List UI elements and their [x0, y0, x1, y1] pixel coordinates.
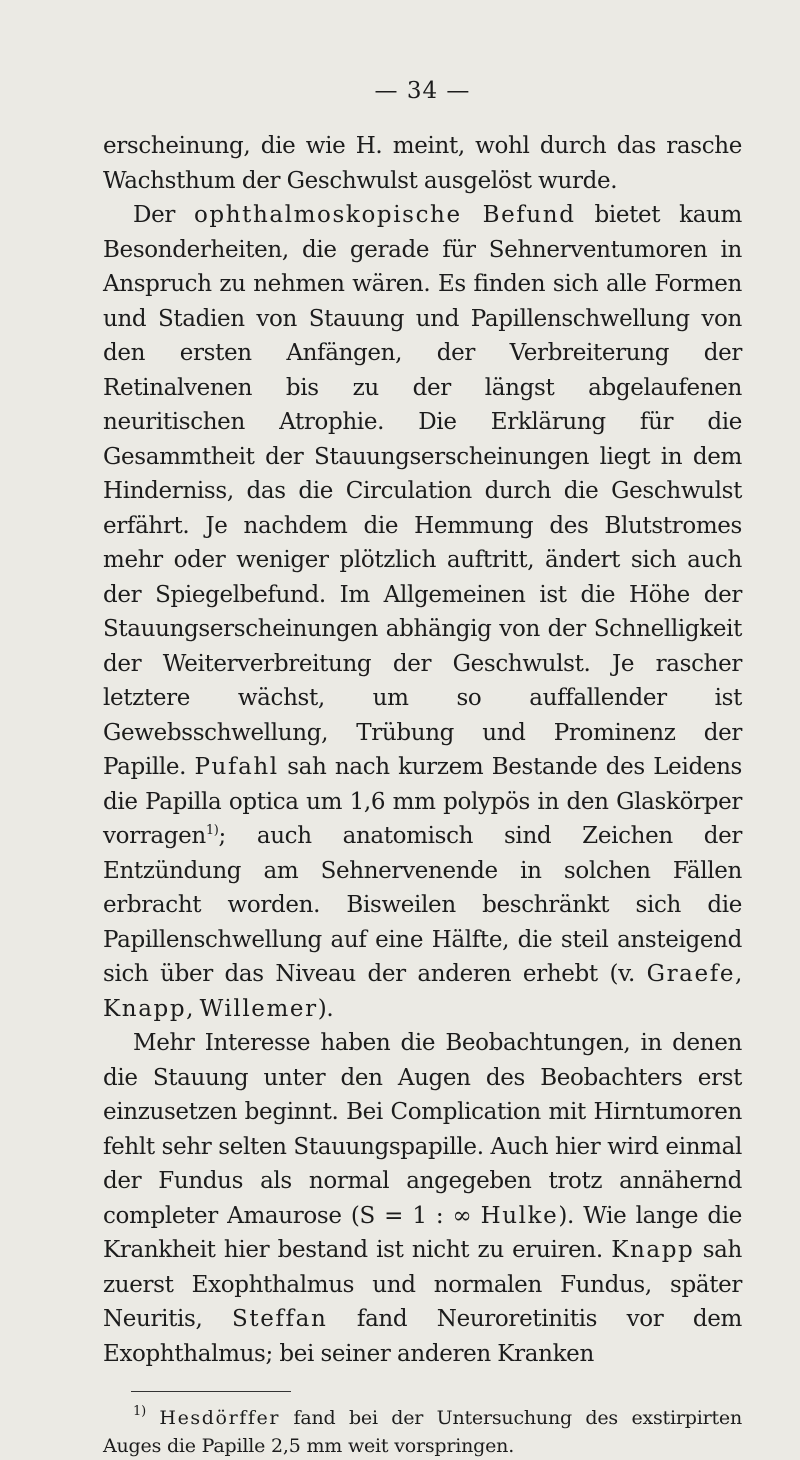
emphasized-name: Knapp	[103, 995, 187, 1022]
emphasized-name: Pufahl	[194, 754, 279, 780]
text-run: ,	[186, 995, 200, 1022]
footnote-reference: 1)	[205, 823, 219, 838]
text-run: erscheinung, die wie H. meint, wohl durch das rasche Wachsthum der Geschwulst ausgelöst wurde.	[103, 133, 742, 194]
body-text	[103, 129, 742, 1371]
footnote-body	[103, 1407, 742, 1457]
emphasized-name: ophthalmoskopische Befund	[193, 202, 576, 228]
emphasized-name: Knapp	[611, 1237, 695, 1263]
paragraph-2	[103, 198, 742, 1026]
text-run: sah zuerst Exophthalmus und normalen Fundus, später Neuritis,	[103, 1237, 742, 1332]
emphasized-name: Willemer	[199, 995, 318, 1022]
emphasized-name: Steffan	[232, 1306, 328, 1332]
emphasized-name: Hulke	[480, 1202, 559, 1229]
text-run: Mehr Interesse haben die Beobachtungen, in denen die Stauung unter den Augen des Beobachters erst einzusetzen beginnt. Bei Complication mit Hirntumoren fehlt sehr selten Stauungspapille. Auch hier wird einmal der Fundus als normal angegeben trotz annähernd completer Amaurose (S = 1 : ∞	[103, 1030, 742, 1229]
text-run: ).	[317, 995, 334, 1022]
text-run: fand bei der Untersuchung des exstirpirten Auges die Papille 2,5 mm weit vorspringen.	[103, 1407, 742, 1457]
paragraph-1	[103, 129, 742, 198]
text-run: sah nach kurzem Bestande des Leidens die Papilla optica um 1,6 mm polypös in den Glaskörper vorragen	[103, 754, 742, 849]
text-run: Der	[133, 202, 194, 228]
footnote	[103, 1404, 742, 1460]
emphasized-name: Hesdörffer	[159, 1407, 281, 1429]
footnote-divider	[131, 1391, 291, 1392]
footnote-marker: 1)	[133, 1404, 146, 1419]
text-run: fand Neuroretinitis vor dem Exophthalmus; bei seiner anderen Kranken	[103, 1306, 742, 1367]
text-run: ,	[735, 961, 742, 987]
text-run	[146, 1407, 159, 1429]
text-run: ; auch anatomisch sind Zeichen der Entzündung am Sehnervenende in solchen Fällen erbracht worden. Bisweilen beschränkt sich die Papillenschwellung auf eine Hälfte, die steil ansteigend sich über das Niveau der anderen erhebt (v.	[103, 823, 742, 987]
paragraph-3	[103, 1026, 742, 1371]
text-run: ). Wie lange die Krankheit hier bestand ist nicht zu eruiren.	[103, 1202, 742, 1263]
emphasized-name: Graefe	[646, 961, 736, 987]
page-number: — 34 —	[374, 78, 471, 104]
text-run: bietet kaum Besonderheiten, die gerade für Sehnerventumoren in Anspruch zu nehmen wären. Es finden sich alle Formen und Stadien von Stauung und Papillenschwellung von den ersten Anfängen, der Verbreiterung der Retinalvenen bis zu der längst abgelaufenen neuritischen Atrophie. Die Erklärung für die Gesammtheit der Stauungserscheinungen liegt in dem Hinderniss, das die Circulation durch die Geschwulst erfährt. Je nachdem die Hemmung des Blutstromes mehr oder weniger plötzlich auftritt, ändert sich auch der Spiegelbefund. Im Allgemeinen ist die Höhe der Stauungserscheinungen abhängig von der Schnelligkeit der Weiterverbreitung der Geschwulst. Je rascher letztere wächst, um so auffallender ist Gewebsschwellung, Trübung und Prominenz der Papille.	[103, 202, 742, 780]
